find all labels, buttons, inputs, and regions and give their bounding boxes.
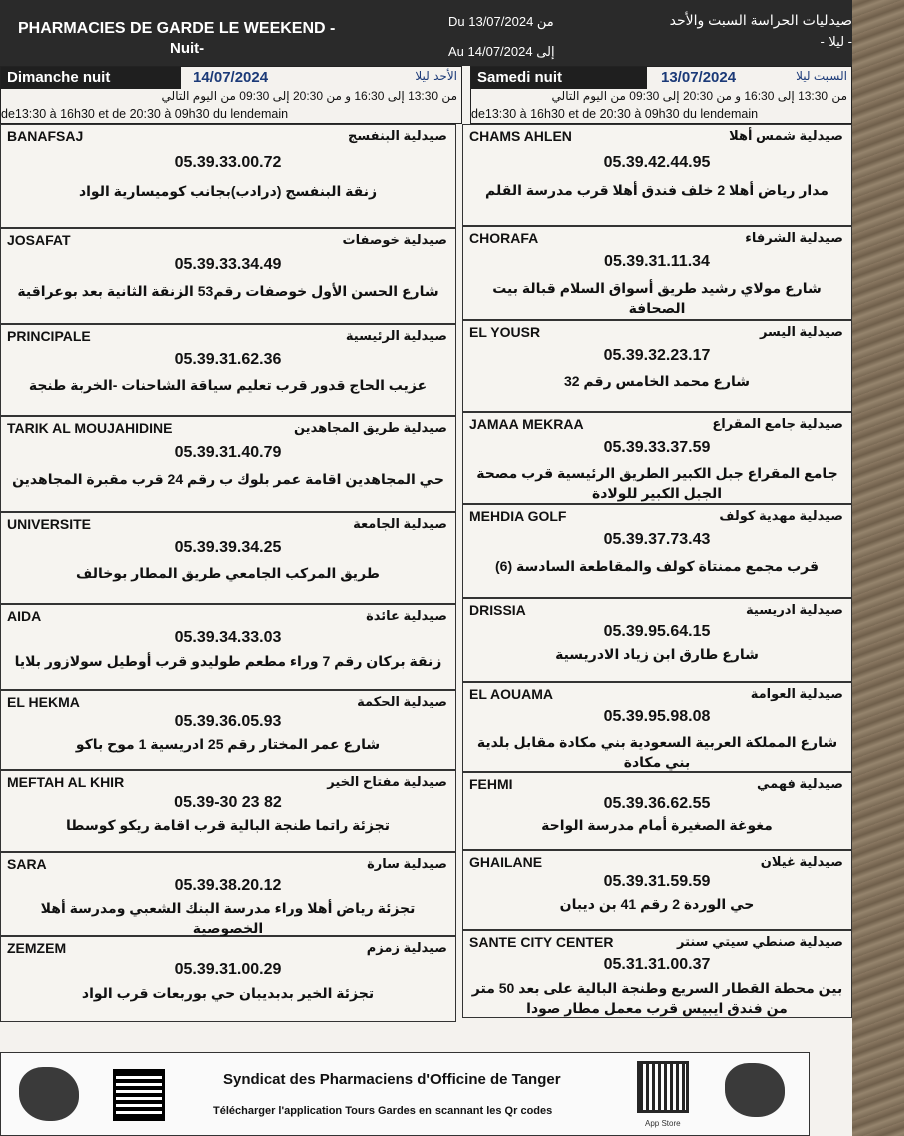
pharmacy-card — [0, 690, 456, 770]
left-hours-ar: من 13:30 إلى 16:30 و من 20:30 إلى 09:30 من اليوم التالي — [161, 89, 457, 103]
pharmacy-address: زنقة بركان رقم 7 وراء مطعم طوليدو قرب أوطيل سولازور بلايا — [14, 653, 442, 669]
pharmacy-name: BANAFSAJ — [7, 128, 84, 144]
pharmacy-address: مدار رياض أهلا 2 خلف فندق أهلا قرب مدرسة القلم — [485, 182, 829, 198]
pharmacy-name: TARIK AL MOUJAHIDINE — [7, 420, 173, 436]
pharmacy-card — [462, 930, 852, 1018]
right-day-ar: السبت ليلا — [796, 69, 847, 83]
pharmacy-name-ar: صيدلية مهدية كولف — [719, 508, 843, 523]
pharmacy-logo-left — [19, 1067, 79, 1121]
pharmacy-phone[interactable]: 05.31.31.00.37 — [603, 956, 711, 973]
pharmacy-name-ar: صيدلية اليسر — [759, 324, 843, 339]
pharmacy-name: SANTE CITY CENTER — [469, 934, 614, 950]
pharmacy-address: حي المجاهدين اقامة عمر بلوك ب رقم 24 قرب مقبرة المجاهدين — [12, 471, 444, 487]
pharmacy-phone[interactable]: 05.39.31.11.34 — [604, 253, 710, 270]
pharmacy-card — [0, 770, 456, 852]
pharmacy-address: تجزئة راتما طنجة البالية قرب اقامة ريكو كوسطا — [66, 817, 390, 833]
left-column-header — [0, 66, 462, 124]
pharmacy-address: حي الوردة 2 رقم 41 بن ديبان — [559, 896, 755, 912]
footer-syndicate: Syndicat des Pharmaciens d'Officine de Tanger — [223, 1071, 561, 1088]
pharmacy-name-ar: صيدلية البنفسج — [348, 128, 447, 143]
pharmacy-phone[interactable]: 05.39.95.64.15 — [603, 623, 711, 640]
qr-code-left[interactable] — [113, 1069, 165, 1121]
pharmacy-name: JOSAFAT — [7, 232, 71, 248]
pharmacy-card — [462, 850, 852, 930]
pharmacy-address: قرب مجمع ممنتاة كولف والمقاطعة السادسة (6) — [494, 558, 820, 574]
pharmacy-phone[interactable]: 05.39.31.00.29 — [174, 961, 282, 978]
pharmacy-phone[interactable]: 05.39.34.33.03 — [174, 629, 282, 646]
pharmacy-name-ar: صيدلية العوامة — [750, 686, 843, 701]
header-date-to: Au 14/07/2024 إلى — [448, 44, 555, 59]
header-title-ar: صيدليات الحراسة السبت والأحد — [669, 12, 852, 28]
header-date-from: Du 13/07/2024 من — [448, 14, 554, 29]
pharmacy-name-ar: صيدلية عائدة — [366, 608, 447, 623]
pharmacy-address: جامع المقراع جبل الكبير الطريق الرئيسية قرب مصحة الجبل الكبير للولادة — [476, 465, 838, 501]
pharmacy-name: AIDA — [7, 608, 42, 624]
pharmacy-name-ar: صيدلية خوصفات — [342, 232, 447, 247]
header-bar — [0, 0, 852, 66]
pharmacy-name-ar: صيدلية الجامعة — [353, 516, 447, 531]
pharmacy-name-ar: صيدلية مفتاح الخير — [327, 774, 447, 789]
pharmacy-name-ar: صيدلية سارة — [367, 856, 447, 871]
header-title-fr: PHARMACIES DE GARDE LE WEEKEND - — [18, 20, 336, 37]
pharmacy-name: EL HEKMA — [7, 694, 80, 710]
right-hours-ar: من 13:30 إلى 16:30 و من 20:30 إلى 09:30 من اليوم التالي — [551, 89, 847, 103]
pharmacy-name: JAMAA MEKRAA — [469, 416, 584, 432]
pharmacy-card — [462, 226, 852, 320]
pharmacy-name-ar: صيدلية طريق المجاهدين — [293, 420, 447, 435]
pharmacy-card — [0, 936, 456, 1022]
pharmacy-name: GHAILANE — [469, 854, 543, 870]
pharmacy-phone[interactable]: 05.39.36.05.93 — [174, 713, 282, 730]
pharmacy-address: عزيب الحاج قدور قرب تعليم سياقة الشاحنات -الخربة طنجة — [28, 377, 428, 393]
pharmacy-card — [0, 324, 456, 416]
pharmacy-phone[interactable]: 05.39.31.62.36 — [174, 351, 282, 368]
pharmacy-address: طريق المركب الجامعي طريق المطار بوخالف — [76, 565, 380, 581]
pharmacy-phone[interactable]: 05.39.33.37.59 — [603, 439, 711, 456]
pharmacy-address: شارع عمر المختار رقم 25 ادريسية 1 موح باكو — [75, 736, 381, 752]
pharmacy-card — [0, 228, 456, 324]
pharmacy-address: شارع الحسن الأول خوصفات رقم53 الزنقة الثانية بعد بوعراقية — [17, 283, 439, 299]
pharmacy-address: شارع محمد الخامس رقم 32 — [563, 373, 751, 389]
footer-download-note: Télécharger l'application Tours Gardes en scannant les Qr codes — [213, 1105, 553, 1117]
header-subtitle-ar: - ليلا - — [820, 34, 852, 49]
pharmacy-name: CHORAFA — [469, 230, 539, 246]
pharmacy-card — [462, 320, 852, 412]
pharmacy-phone[interactable]: 05.39.31.40.79 — [174, 444, 282, 461]
pharmacy-phone[interactable]: 05.39.32.23.17 — [603, 347, 711, 364]
pharmacy-card — [462, 412, 852, 504]
pharmacy-logo-right — [725, 1063, 785, 1117]
pharmacy-phone[interactable]: 05.39.36.62.55 — [603, 795, 711, 812]
pharmacy-card — [0, 512, 456, 604]
pharmacy-name-ar: صيدلية الحكمة — [357, 694, 447, 709]
pharmacy-card — [462, 124, 852, 226]
pharmacy-name: MEHDIA GOLF — [469, 508, 567, 524]
pharmacy-name-ar: صيدلية شمس أهلا — [729, 128, 843, 143]
pharmacy-address: بين محطة القطار السريع وطنجة البالية على بعد 50 متر من فندق ايبيس قرب معمل مطار صودا — [471, 980, 843, 1016]
pharmacy-phone[interactable]: 05.39.95.98.08 — [603, 708, 711, 725]
pharmacy-phone[interactable]: 05.39.38.20.12 — [174, 877, 282, 894]
pharmacy-phone[interactable]: 05.39-30 23 82 — [174, 794, 282, 811]
right-day-label: Samedi nuit — [471, 67, 647, 89]
pharmacy-name: ZEMZEM — [7, 940, 67, 956]
pharmacy-phone[interactable]: 05.39.42.44.95 — [603, 154, 711, 171]
right-hours-fr: de13:30 à 16h30 et de 20:30 à 09h30 du lendemain — [471, 107, 759, 121]
pharmacy-card — [0, 124, 456, 228]
pharmacy-card — [462, 504, 852, 598]
pharmacy-card — [0, 604, 456, 690]
pharmacy-address: مغوغة الصغيرة أمام مدرسة الواحة — [541, 817, 773, 833]
pharmacy-address: شارع مولاي رشيد طريق أسواق السلام قبالة بيت الصحافة — [492, 280, 822, 316]
pharmacy-name-ar: صيدلية غيلان — [760, 854, 843, 869]
pharmacy-phone[interactable]: 05.39.31.59.59 — [603, 873, 711, 890]
pharmacy-name: PRINCIPALE — [7, 328, 91, 344]
pharmacy-name: CHAMS AHLEN — [469, 128, 572, 144]
pharmacy-address: شارع طارق ابن زياد الادريسية — [555, 646, 759, 662]
pharmacy-name-ar: صيدلية الرئيسية — [345, 328, 447, 343]
pharmacy-phone[interactable]: 05.39.37.73.43 — [603, 531, 711, 548]
pharmacy-name: EL YOUSR — [469, 324, 541, 340]
pharmacy-phone[interactable]: 05.39.33.34.49 — [174, 256, 282, 273]
left-date: 14/07/2024 — [193, 69, 269, 86]
pharmacy-name: FEHMI — [469, 776, 513, 792]
pharmacy-name: DRISSIA — [469, 602, 526, 618]
footer — [0, 1052, 810, 1136]
pharmacy-address: شارع المملكة العربية السعودية بني مكادة مقابل بلدية بني مكادة — [476, 734, 838, 770]
pharmacy-name-ar: صيدلية الشرفاء — [745, 230, 843, 245]
pharmacy-card — [462, 598, 852, 682]
pharmacy-address: زنقة البنفسج (درادب)بجانب كوميسارية الواد — [78, 183, 378, 199]
pharmacy-name-ar: صيدلية ادريسية — [746, 602, 843, 617]
left-day-ar: الأحد ليلا — [415, 69, 457, 83]
left-hours-fr: de13:30 à 16h30 et de 20:30 à 09h30 du lendemain — [1, 107, 289, 121]
pharmacy-phone[interactable]: 05.39.33.00.72 — [174, 154, 282, 171]
app-store-label: App Store — [645, 1119, 681, 1128]
pharmacy-card — [0, 852, 456, 936]
pharmacy-name: MEFTAH AL KHIR — [7, 774, 125, 790]
pharmacy-card — [0, 416, 456, 512]
pharmacy-address: تجزئة الخير بدبديبان حي بوربعات قرب الواد — [81, 985, 375, 1001]
pharmacy-name-ar: صيدلية زمزم — [366, 940, 447, 955]
right-column-header — [470, 66, 852, 124]
pharmacy-name-ar: صيدلية صنطي سيتي سنتر — [676, 934, 843, 949]
qr-code-right[interactable] — [637, 1061, 689, 1113]
pharmacy-address: تجزئة رياض أهلا وراء مدرسة البنك الشعبي ومدرسة أهلا الخصوصية — [40, 900, 416, 936]
pharmacy-card — [462, 682, 852, 772]
right-date: 13/07/2024 — [661, 69, 737, 86]
pharmacy-name-ar: صيدلية فهمي — [756, 776, 843, 791]
pharmacy-name-ar: صيدلية جامع المقراع — [712, 416, 843, 431]
pharmacy-phone[interactable]: 05.39.39.34.25 — [174, 539, 282, 556]
pharmacy-name: EL AOUAMA — [469, 686, 553, 702]
pharmacy-name: UNIVERSITE — [7, 516, 92, 532]
pharmacy-name: SARA — [7, 856, 47, 872]
wall-background — [852, 0, 904, 1136]
left-day-label: Dimanche nuit — [1, 67, 181, 89]
pharmacy-card — [462, 772, 852, 850]
header-subtitle-fr: Nuit- — [170, 40, 205, 57]
